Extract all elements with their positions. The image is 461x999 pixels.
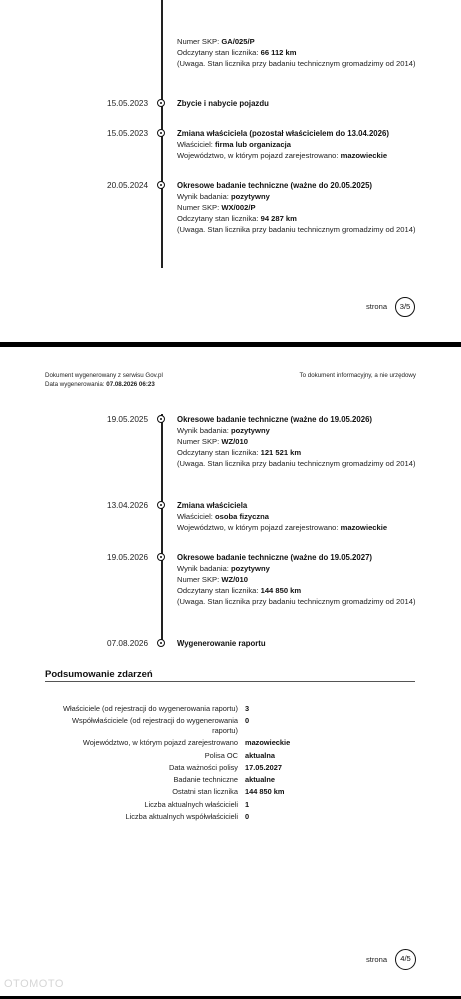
summary-value: 144 850 km xyxy=(245,787,285,796)
event-date: 19.05.2025 xyxy=(107,415,148,424)
timeline-dot-icon xyxy=(157,99,165,107)
event-detail-line: Wynik badania: pozytywny xyxy=(177,426,270,435)
timeline-dot-icon xyxy=(157,553,165,561)
event-detail-line: Odczytany stan licznika: 94 287 km xyxy=(177,214,297,223)
summary-key: Właściciele (od rejestracji do wygenerowania raportu) xyxy=(63,704,238,713)
event-title: Zmiana właściciela xyxy=(177,501,248,510)
page-label: strona xyxy=(366,302,388,311)
page-label: strona xyxy=(366,955,388,964)
header-date: Data wygenerowania: 07.08.2026 06:23 xyxy=(45,381,155,388)
event-detail-line: Wynik badania: pozytywny xyxy=(177,192,270,201)
event-title: Wygenerowanie raportu xyxy=(177,639,266,648)
event-details xyxy=(177,180,417,235)
summary-title: Podsumowanie zdarzeń xyxy=(45,669,153,680)
event-detail-line: Odczytany stan licznika: 144 850 km xyxy=(177,586,302,595)
timeline-dot-icon xyxy=(157,129,165,137)
page-number: 3/5 xyxy=(395,297,415,317)
event-note: (Uwaga. Stan licznika przy badaniu technicznym gromadzimy od 2014) xyxy=(177,59,416,68)
timeline-line xyxy=(161,414,163,642)
document-header-right: To dokument informacyjny, a nie urzędowy xyxy=(299,372,416,379)
summary-key: Współwłaściciele (od rejestracji do wygenerowania raportu) xyxy=(72,716,238,735)
event-note: (Uwaga. Stan licznika przy badaniu technicznym gromadzimy od 2014) xyxy=(177,225,416,234)
summary-value: 1 xyxy=(245,800,250,809)
timeline-dot-icon xyxy=(157,501,165,509)
summary-key: Liczba aktualnych współwłaścicieli xyxy=(125,812,238,821)
event-note: (Uwaga. Stan licznika przy badaniu technicznym gromadzimy od 2014) xyxy=(177,597,416,606)
event-title: Zmiana właściciela (pozostał właścicielem do 13.04.2026) xyxy=(177,129,389,138)
summary-value: 0 xyxy=(245,812,250,821)
event-date: 13.04.2026 xyxy=(107,501,148,510)
summary-divider xyxy=(45,681,415,682)
summary-value: aktualne xyxy=(245,775,275,784)
header-source: Dokument wygenerowany z serwisu Gov.pl xyxy=(45,372,163,379)
event-detail-line: Numer SKP: GA/025/P xyxy=(177,37,255,46)
event-detail-line: Wynik badania: pozytywny xyxy=(177,564,270,573)
summary-key: Data ważności polisy xyxy=(168,763,238,772)
summary-value: mazowieckie xyxy=(245,738,291,747)
event-title: Okresowe badanie techniczne (ważne do 20.05.2025) xyxy=(177,181,372,190)
summary-value: 0 xyxy=(245,716,250,725)
event-details xyxy=(177,414,417,469)
event-date: 19.05.2026 xyxy=(107,553,148,562)
event-detail-line: Odczytany stan licznika: 121 521 km xyxy=(177,448,302,457)
event-detail-line: Właściciel: osoba fizyczna xyxy=(177,512,270,521)
timeline-dot-icon xyxy=(157,181,165,189)
document-header-left xyxy=(45,371,163,389)
timeline-dot-icon xyxy=(157,415,165,423)
event-details xyxy=(177,500,417,533)
event-date: 20.05.2024 xyxy=(107,181,148,190)
event-details xyxy=(177,552,417,607)
event-detail-line: Właściciel: firma lub organizacja xyxy=(177,140,291,149)
event-title: Okresowe badanie techniczne (ważne do 19.05.2027) xyxy=(177,553,372,562)
event-detail-line: Numer SKP: WZ/010 xyxy=(177,437,248,446)
event-detail-line: Numer SKP: WX/002/P xyxy=(177,203,256,212)
summary-key: Województwo, w którym pojazd zarejestrowano xyxy=(82,738,238,747)
event-details xyxy=(177,98,417,109)
timeline-dot-icon xyxy=(157,639,165,647)
watermark-logo: OTOMOTO xyxy=(4,978,64,990)
summary-key: Liczba aktualnych właścicieli xyxy=(144,800,238,809)
summary-value: aktualna xyxy=(245,751,275,760)
event-detail-line: Województwo, w którym pojazd zarejestrowano: mazowieckie xyxy=(177,151,388,160)
summary-value: 17.05.2027 xyxy=(245,763,282,772)
event-title: Okresowe badanie techniczne (ważne do 19.05.2026) xyxy=(177,415,372,424)
page-number: 4/5 xyxy=(395,949,416,970)
summary-key: Badanie techniczne xyxy=(173,775,238,784)
event-date: 15.05.2023 xyxy=(107,99,148,108)
event-date: 15.05.2023 xyxy=(107,129,148,138)
summary-key: Polisa OC xyxy=(204,751,238,760)
event-detail-line: Województwo, w którym pojazd zarejestrowano: mazowieckie xyxy=(177,523,388,532)
summary-value: 3 xyxy=(245,704,250,713)
event-details xyxy=(177,128,417,161)
event-note: (Uwaga. Stan licznika przy badaniu technicznym gromadzimy od 2014) xyxy=(177,459,416,468)
document-page-3 xyxy=(0,0,461,342)
summary-key: Ostatni stan licznika xyxy=(172,787,238,796)
event-date: 07.08.2026 xyxy=(107,639,148,648)
event-details xyxy=(177,638,417,649)
event-details xyxy=(177,36,417,69)
event-title: Zbycie i nabycie pojazdu xyxy=(177,99,269,108)
event-detail-line: Numer SKP: WZ/010 xyxy=(177,575,248,584)
event-detail-line: Odczytany stan licznika: 66 112 km xyxy=(177,48,297,57)
